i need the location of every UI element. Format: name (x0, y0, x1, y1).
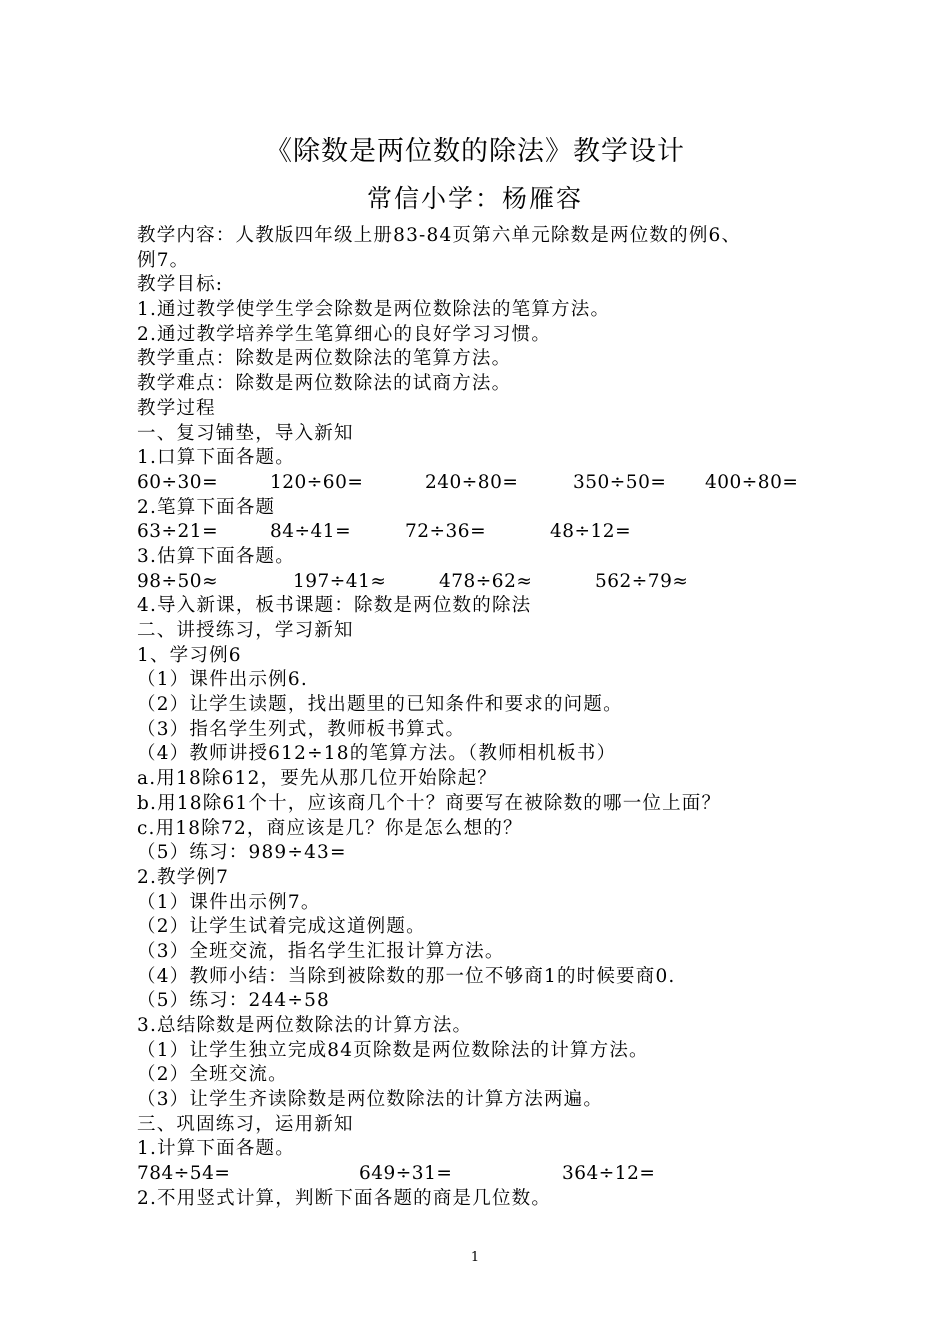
text-line: 2.不用竖式计算，判断下面各题的商是几位数。 (137, 1187, 552, 1209)
text-line: （2）让学生试着完成这道例题。 (137, 916, 426, 938)
text-line: （3）让学生齐读除数是两位数除法的计算方法两遍。 (137, 1089, 604, 1111)
text-line: （1）课件出示例7。 (137, 891, 321, 913)
problem: 60÷30= (137, 471, 219, 493)
document-title: 《除数是两位数的除法》教学设计 (265, 136, 685, 167)
text-line: b.用18除61个十，应该商几个十？商要写在被除数的哪一位上面？ (137, 792, 722, 814)
problem: 240÷80= (425, 471, 519, 493)
text-line: 1.口算下面各题。 (137, 447, 295, 469)
text-line: （2）让学生读题，找出题里的已知条件和要求的问题。 (137, 694, 623, 716)
text-line: （4）教师讲授612÷18的笔算方法。（教师相机板书） (137, 743, 617, 765)
text-line: （3）指名学生列式，教师板书算式。 (137, 718, 466, 740)
text-line: 1.通过教学使学生学会除数是两位数除法的笔算方法。 (137, 299, 611, 321)
problem: 98÷50≈ (137, 570, 219, 592)
problem: 63÷21= (137, 521, 219, 543)
problem: 120÷60= (270, 471, 364, 493)
text-line: 1.计算下面各题。 (137, 1138, 295, 1160)
text-line: （3）全班交流，指名学生汇报计算方法。 (137, 940, 505, 962)
section-heading: 二、讲授练习，学习新知 (137, 620, 354, 641)
text-line: c.用18除72，商应该是几？你是怎么想的？ (137, 817, 523, 839)
oral-calc-row (137, 471, 827, 496)
text-line: 教学过程 (137, 397, 216, 419)
text-line: （1）让学生独立完成84页除数是两位数除法的计算方法。 (137, 1039, 649, 1061)
section-heading: 一、复习铺垫，导入新知 (137, 422, 354, 444)
problem: 784÷54= (137, 1163, 231, 1185)
text-line: 4.导入新课，板书课题：除数是两位数的除法 (137, 595, 532, 617)
problem: 48÷12= (550, 521, 632, 543)
text-line: （2）全班交流。 (137, 1064, 288, 1086)
text-line: 1、学习例6 (137, 644, 242, 666)
text-line: 教学难点：除数是两位数除法的试商方法。 (137, 373, 512, 395)
text-line: （1）课件出示例6. (137, 669, 308, 691)
document-subtitle: 常信小学：杨雁容 (366, 184, 583, 213)
estimate-row (137, 570, 827, 595)
text-line: （5）练习：989÷43= (137, 842, 347, 864)
problem: 562÷79≈ (595, 570, 689, 592)
text-line: （5）练习：244÷58 (137, 990, 331, 1012)
problem: 84÷41= (270, 521, 352, 543)
text-line: 教学目标: (137, 274, 224, 296)
text-line: （4）教师小结：当除到被除数的那一位不够商1的时候要商0. (137, 965, 676, 987)
problem: 72÷36= (405, 521, 487, 543)
text-line: 教学重点：除数是两位数除法的笔算方法。 (137, 348, 512, 370)
problem: 197÷41≈ (293, 570, 387, 592)
problem: 364÷12= (562, 1163, 656, 1185)
text-line: 3.估算下面各题。 (137, 545, 295, 567)
text-line: 教学内容：人教版四年级上册83-84页第六单元除数是两位数的例6、 (137, 225, 742, 246)
problem: 478÷62≈ (439, 570, 533, 592)
written-calc-row (137, 520, 827, 545)
practice-calc-row (137, 1162, 827, 1187)
page-number: 1 (470, 1250, 480, 1265)
section-heading: 三、巩固练习，运用新知 (137, 1113, 354, 1135)
problem: 400÷80= (705, 471, 799, 493)
text-line: 例7。 (137, 249, 190, 271)
text-line: 2.通过教学培养学生笔算细心的良好学习习惯。 (137, 323, 552, 345)
text-line: 2.笔算下面各题 (137, 496, 276, 518)
text-line: 3.总结除数是两位数除法的计算方法。 (137, 1015, 473, 1036)
text-line: a.用18除612，要先从那几位开始除起？ (137, 768, 497, 790)
text-line: 2.教学例7 (137, 866, 230, 888)
document-body (137, 224, 827, 1212)
problem: 350÷50= (573, 471, 667, 493)
problem: 649÷31= (359, 1163, 453, 1185)
